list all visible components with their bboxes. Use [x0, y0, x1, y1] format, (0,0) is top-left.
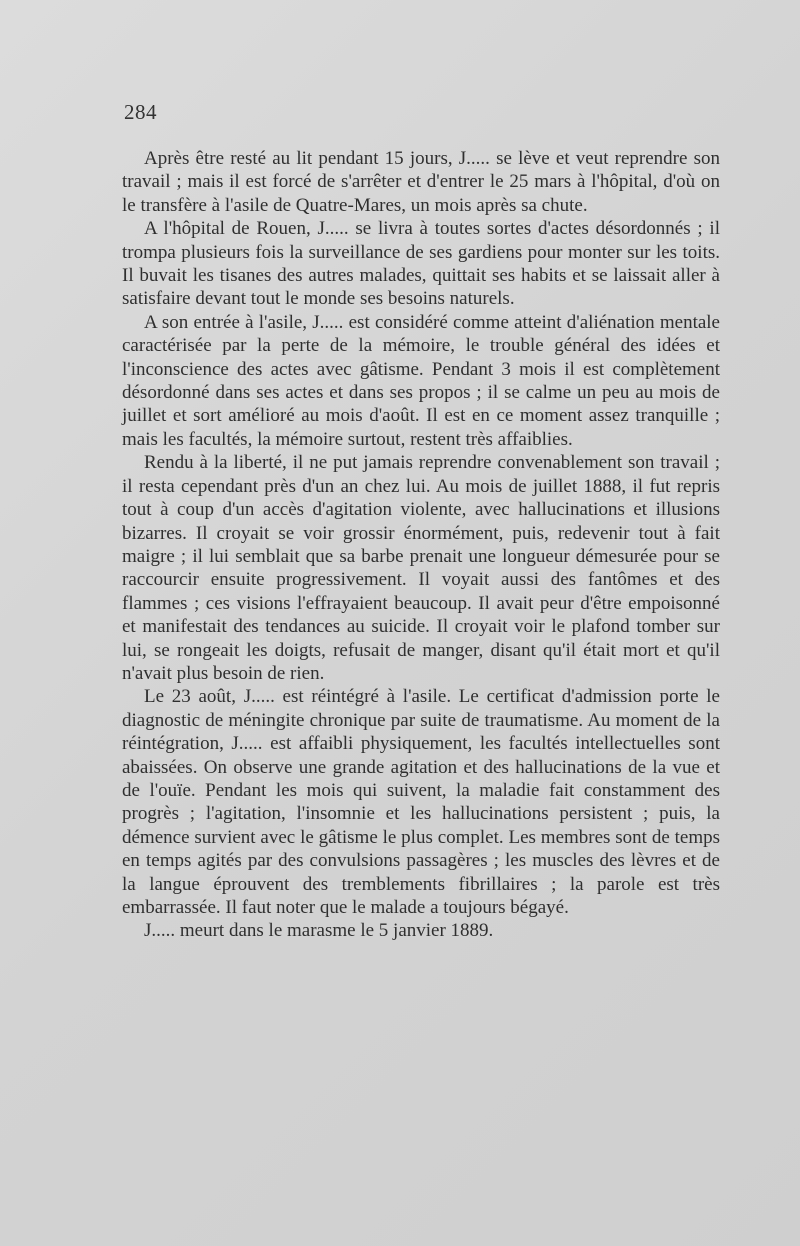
paragraph-4: Rendu à la liberté, il ne put jamais reprendre convenablement son travail ; il resta cependant près d'un an chez lui. Au mois de juillet 1888, il fut repris tout à coup d'un accès d'agitation violente, avec hallucinations et illusions bizarres. Il croyait se voir grossir énormément, puis, redevenir tout à fait maigre ; il lui semblait que sa barbe prenait une longueur démesurée pour se raccourcir ensuite progressivement. Il voyait aussi des fantômes et des flammes ; ces visions l'effrayaient beaucoup. Il avait peur d'être empoisonné et manifestait des tendances au suicide. Il croyait voir le plafond tomber sur lui, se rongeait les doigts, refusait de manger, disant qu'il était mort et qu'il n'avait plus besoin de rien. [122, 452, 720, 684]
body-text [122, 147, 720, 943]
paragraph-2: A l'hôpital de Rouen, J..... se livra à toutes sortes d'actes désordonnés ; il trompa plusieurs fois la surveillance de ses gardiens pour monter sur les toits. Il buvait les tisanes des autres malades, quittait ses habits et se laissait aller à satisfaire devant tout le monde ses besoins naturels. [122, 218, 720, 310]
paragraph-6: J..... meurt dans le marasme le 5 janvier 1889. [144, 920, 494, 942]
paragraph-3: A son entrée à l'asile, J..... est considéré comme atteint d'aliénation mentale caractérisée par la perte de la mémoire, le trouble général des idées et l'inconscience des actes avec gâtisme. Pendant 3 mois il est complètement désordonné dans ses actes et dans ses propos ; il se calme un peu au mois de juillet et sort amélioré au mois d'août. Il est en ce moment assez tranquille ; mais les facultés, la mémoire surtout, restent très affaiblies. [122, 311, 720, 450]
paragraph-1: Après être resté au lit pendant 15 jours, J..... se lève et veut reprendre son travail ; mais il est forcé de s'arrêter et d'entrer le 25 mars à l'hôpital, d'où on le transfère à l'asile de Quatre-Mares, un mois après sa chute. [122, 148, 720, 216]
paragraph-5: Le 23 août, J..... est réintégré à l'asile. Le certificat d'admission porte le diagnostic de méningite chronique par suite de traumatisme. Au moment de la réintégration, J..... est affaibli physiquement, les facultés intellectuelles sont abaissées. On observe une grande agitation et des hallucinations de la vue et de l'ouïe. Pendant les mois qui suivent, la maladie fait constamment des progrès ; l'agitation, l'insomnie et les hallucinations persistent ; puis, la démence survient avec le gâtisme le plus complet. Les membres sont de temps en temps agités par des convulsions passagères ; les muscles des lèvres et de la langue éprouvent des tremblements fibrillaires ; la parole est très embarrassée. Il faut noter que le malade a toujours bégayé. [122, 686, 720, 918]
page-number: 284 [124, 100, 157, 124]
